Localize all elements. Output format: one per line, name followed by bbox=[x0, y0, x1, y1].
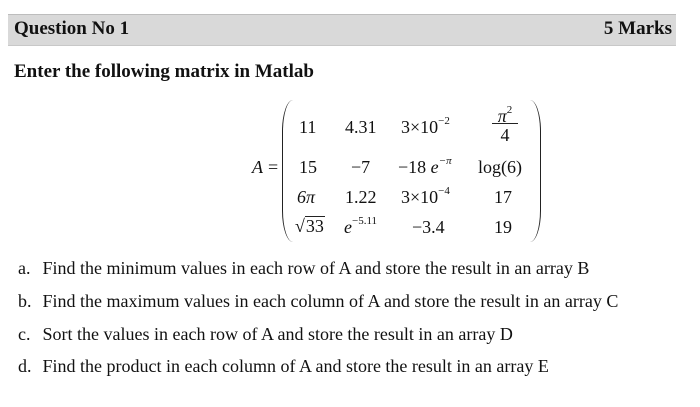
matrix-cell-r3c1: 6π bbox=[297, 187, 316, 207]
matrix-cell-r1c4: $\pi^2$ 4 bbox=[484, 102, 526, 144]
task-text: Find the maximum values in each column of A and store the result in an array C bbox=[42, 291, 619, 311]
task-item-a bbox=[18, 258, 589, 279]
matrix-cell-r3c4: 17 bbox=[494, 187, 512, 207]
task-text: Sort the values in each row of A and store the result in an array D bbox=[42, 324, 513, 344]
task-item-b bbox=[18, 291, 618, 312]
matrix-cell-r2c2: −7 bbox=[351, 157, 371, 177]
task-item-c bbox=[18, 324, 513, 345]
matrix-right-bracket bbox=[530, 100, 541, 242]
question-number: Question No 1 bbox=[14, 18, 130, 39]
instruction-text: Enter the following matrix in Matlab bbox=[14, 61, 314, 82]
task-text: Find the minimum values in each row of A and store the result in an array B bbox=[42, 258, 590, 278]
matrix-cell-r3c2: 1.22 bbox=[345, 187, 377, 207]
matrix-cell-r1c3: $3\times 10^{-2}$ bbox=[401, 115, 450, 137]
matrix-cell-r2c4: log(6) bbox=[478, 157, 522, 177]
task-letter: b. bbox=[18, 291, 32, 311]
matrix-equals: = bbox=[268, 157, 279, 177]
question-marks: 5 Marks bbox=[603, 18, 672, 39]
task-item-d bbox=[18, 356, 549, 377]
matrix-cell-r1c1: 11 bbox=[299, 117, 317, 137]
matrix-cell-r4c3: −3.4 bbox=[412, 217, 445, 237]
matrix-cell-r4c1: √33 bbox=[295, 216, 324, 236]
matrix-cell-r3c3: $3\times 10^{-4}$ bbox=[401, 185, 450, 207]
task-letter: c. bbox=[18, 324, 31, 344]
matrix-cell-r2c1: 15 bbox=[299, 157, 317, 177]
matrix-cell-r2c3: −18 $e^{-\pi}$ bbox=[398, 155, 452, 177]
matrix-cell-r4c4: 19 bbox=[494, 217, 512, 237]
matrix-left-bracket bbox=[282, 100, 293, 242]
matrix-name: A bbox=[252, 157, 263, 177]
matrix-cell-r1c2: 4.31 bbox=[345, 117, 377, 137]
task-letter: a. bbox=[18, 258, 31, 278]
task-letter: d. bbox=[18, 356, 32, 376]
question-header bbox=[8, 14, 676, 46]
task-text: Find the product in each column of A and store the result in an array E bbox=[42, 356, 549, 376]
matrix-cell-r4c2: $e^{-5.11}$ bbox=[344, 215, 378, 237]
